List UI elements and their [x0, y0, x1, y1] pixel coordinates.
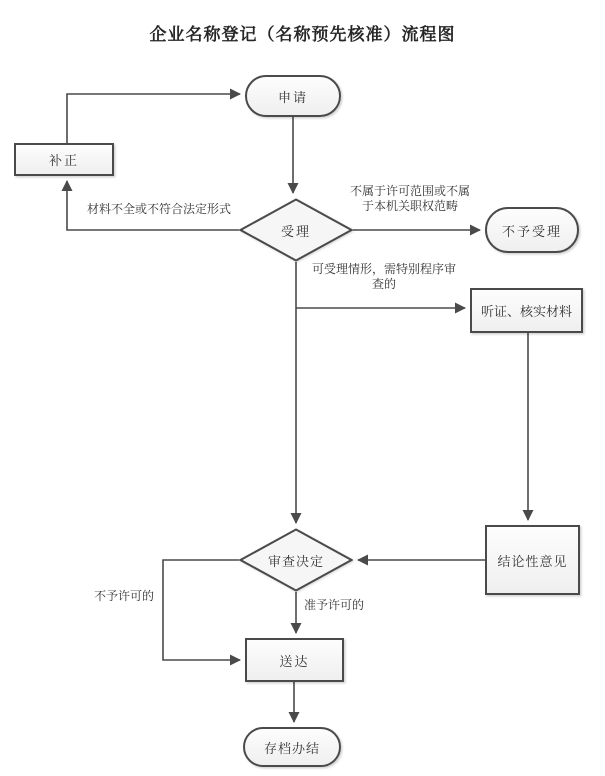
- node-hearing: [470, 288, 583, 333]
- edge-correction-to-apply: [67, 94, 240, 143]
- edge-label-special-procedure: 可受理情形，需特别程序审查的: [311, 262, 456, 291]
- node-hearing-label: 听证、核实材料: [480, 304, 572, 319]
- edge-label-not-permitted: 不予许可的: [94, 589, 155, 603]
- node-acceptance: [239, 198, 353, 262]
- node-apply-label: 申请: [277, 89, 308, 105]
- node-conclusive-opinion-label: 结论性意见: [497, 553, 568, 569]
- edge-label-permitted: 准予许可的: [304, 598, 365, 612]
- edge-label-materials-incomplete: 材料不全或不符合法定形式: [86, 202, 231, 216]
- edge-label-out-of-scope: 不属于许可范围或不属于本机关职权范畴: [349, 184, 470, 213]
- node-delivery: [245, 638, 344, 682]
- node-not-accepted: [485, 207, 579, 253]
- node-conclusive-opinion: [485, 525, 580, 595]
- node-apply: [245, 75, 341, 117]
- node-correction-label: 补正: [48, 153, 79, 168]
- node-delivery-label: 送达: [279, 653, 310, 669]
- node-archive-close: [243, 727, 341, 767]
- node-not-accepted-label: 不予受理: [501, 223, 562, 239]
- node-review-decision-label: 审查决定: [267, 553, 324, 569]
- node-correction: [14, 143, 114, 176]
- node-acceptance-label: 受理: [280, 223, 311, 239]
- node-archive-close-label: 存档办结: [263, 740, 320, 756]
- node-review-decision: [239, 528, 353, 592]
- page-title: 企业名称登记（名称预先核准）流程图: [149, 25, 456, 44]
- edge-review-to-delivery-not-permitted: [163, 560, 240, 660]
